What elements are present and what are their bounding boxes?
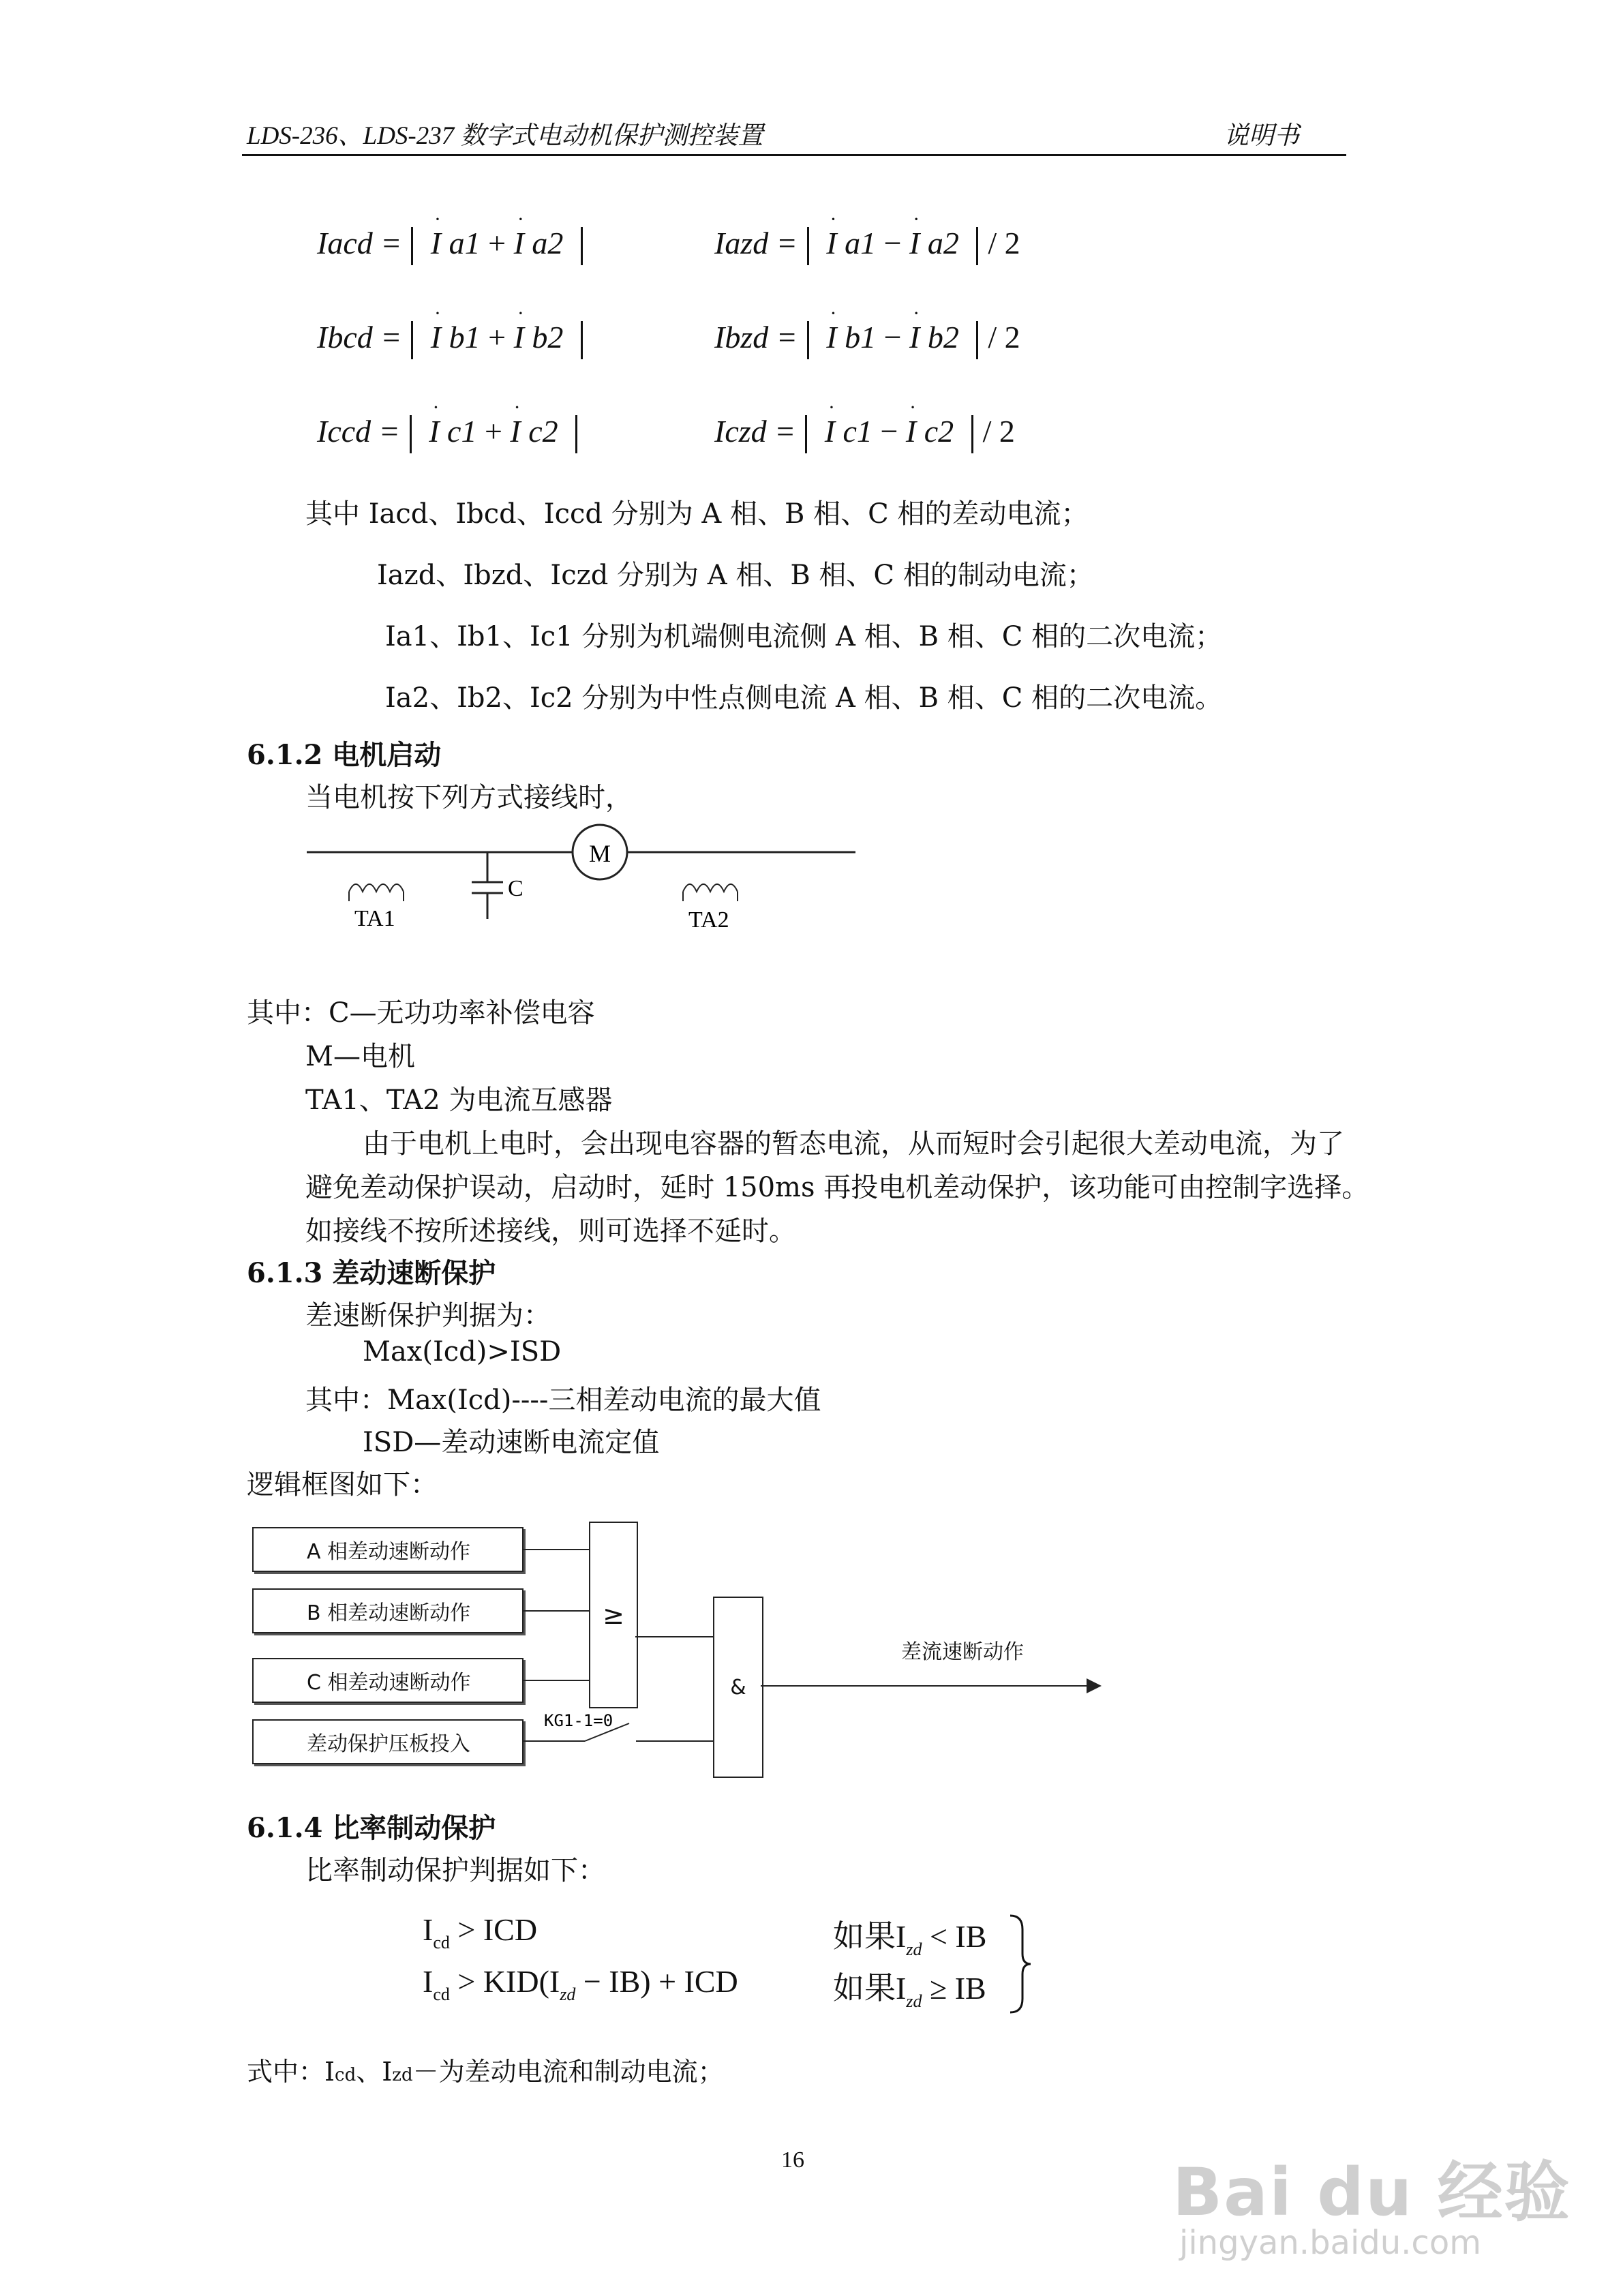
s613-logic-intro: 逻辑框图如下： xyxy=(247,1469,438,1500)
ratio-eq-1: $I_{cd}$ > ICD xyxy=(423,1912,538,1952)
and-gate: & xyxy=(713,1597,763,1778)
box-phase-b: B 相差动速断动作 xyxy=(252,1588,524,1633)
output-label: 差流速断动作 xyxy=(901,1640,1024,1664)
output-arrow-icon xyxy=(1087,1678,1103,1693)
ta2-label: TA2 xyxy=(688,907,729,933)
s612-m: M—电机 xyxy=(305,1041,415,1072)
s613-criterion: 差速断保护判据为： xyxy=(305,1300,551,1331)
ratio-eq-2: $I_{cd} > KID(I_{zd} - IB)$ + ICD xyxy=(423,1964,738,2004)
watermark-url: jingyan.baidu.com xyxy=(1179,2224,1481,2262)
heading-6-1-3: 6.1.3 差动速断保护 xyxy=(247,1257,496,1289)
ta1-coil xyxy=(349,884,404,892)
cap-label: C xyxy=(508,876,524,901)
box-protection-plate: 差动保护压板投入 xyxy=(252,1719,524,1764)
def-line-2: Iazd、Ibzd、Iczd 分别为 A 相、B 相、C 相的制动电流； xyxy=(377,560,1094,591)
ratio-cond-1: 如果$I_{zd}$ < IB xyxy=(833,1919,987,1959)
heading-6-1-2: 6.1.2 电机启动 xyxy=(247,739,442,771)
formula-iczd: Iczd = · I c1 − · I c2 / 2 xyxy=(714,413,1015,453)
s612-intro: 当电机按下列方式接线时， xyxy=(305,782,633,813)
wire-b xyxy=(524,1610,589,1612)
s613-expression: Max(Icd)>ISD xyxy=(363,1336,562,1368)
s613-isd: ISD—差动速断电流定值 xyxy=(363,1427,660,1458)
header-doc-type: 说明书 xyxy=(1224,122,1299,150)
box-phase-c: C 相差动速断动作 xyxy=(252,1658,524,1703)
s614-criterion: 比率制动保护判据如下： xyxy=(305,1855,605,1886)
s612-para-3: 如接线不按所述接线，则可选择不延时。 xyxy=(305,1215,796,1247)
formula-iazd: Iazd = · I a1 − · I a2 / 2 xyxy=(714,225,1020,265)
ratio-cond-2: 如果$I_{zd}$ ≥ IB xyxy=(833,1971,986,2011)
s612-ta: TA1、TA2 为电流互感器 xyxy=(305,1085,613,1116)
def-line-3: Ia1、Ib1、Ic1 分别为机端侧电流侧 A 相、B 相、C 相的二次电流； xyxy=(385,621,1223,652)
header-title: LDS-236、LDS-237 数字式电动机保护测控装置 xyxy=(247,122,763,150)
switch-kg1 xyxy=(524,1708,714,1756)
header-rule xyxy=(242,154,1346,156)
formula-ibcd: Ibcd = · I b1 + · I b2 xyxy=(317,319,592,359)
motor-label: M xyxy=(588,840,611,867)
heading-6-1-4: 6.1.4 比率制动保护 xyxy=(247,1812,496,1844)
ta2-coil xyxy=(683,884,738,892)
s612-para-1: 由于电机上电时，会出现电容器的暂态电流，从而短时会引起很大差动电流，为了 xyxy=(363,1128,1344,1160)
box-phase-a: A 相差动速断动作 xyxy=(252,1527,524,1572)
formula-iccd: Iccd = · I c1 + · I c2 xyxy=(317,413,587,453)
def-line-1: 其中 Iacd、Ibcd、Iccd 分别为 A 相、B 相、C 相的差动电流； xyxy=(305,498,1089,530)
s613-where: 其中：Max(Icd)----三相差动电流的最大值 xyxy=(305,1385,821,1416)
page-number: 16 xyxy=(781,2147,804,2173)
wire-a xyxy=(524,1549,589,1550)
s612-where: 其中：C—无功功率补偿电容 xyxy=(247,997,595,1029)
formula-ibzd: Ibzd = · I b1 − · I b2 / 2 xyxy=(714,319,1020,359)
wire-output xyxy=(761,1685,1092,1687)
wire-or-and xyxy=(635,1636,713,1637)
switch-label: KG1-1=0 xyxy=(544,1711,613,1730)
right-brace-icon xyxy=(1006,1913,1033,2015)
watermark-logo: Bai du 经验 xyxy=(1172,2154,1571,2231)
wire-c xyxy=(524,1680,589,1681)
s612-para-2: 避免差动保护误动，启动时，延时 150ms 再投电机差动保护，该功能可由控制字选择。 xyxy=(305,1172,1369,1203)
or-gate: ≥ xyxy=(589,1522,638,1708)
def-line-4: Ia2、Ib2、Ic2 分别为中性点侧电流 A 相、B 相、C 相的二次电流。 xyxy=(385,682,1223,714)
s614-note: 式中：Icd、Izd－为差动电流和制动电流； xyxy=(247,2057,724,2087)
motor-wiring-diagram xyxy=(300,811,866,941)
ta1-label: TA1 xyxy=(354,906,395,931)
formula-iacd: Iacd = · I a1 + · I a2 xyxy=(317,225,592,265)
